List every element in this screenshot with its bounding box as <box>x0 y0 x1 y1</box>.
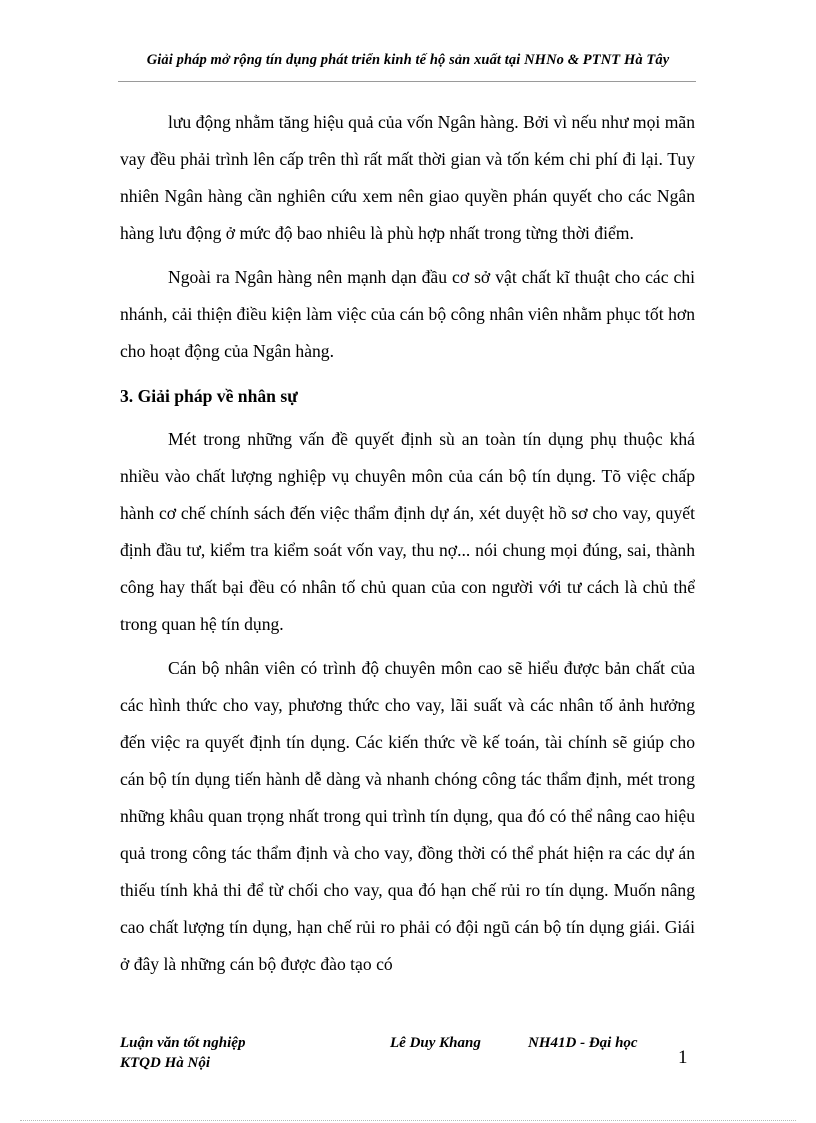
footer-author: Lê Duy Khang <box>390 1035 481 1051</box>
header-divider <box>118 81 696 82</box>
document-body <box>120 104 695 983</box>
footer-class: NH41D - Đại học <box>528 1035 638 1051</box>
page-bottom-border <box>20 1120 796 1121</box>
paragraph-3: Mét trong những vấn đề quyết định sù an toàn tín dụng phụ thuộc khá nhiều vào chất lượng nghiệp vụ chuyên môn của cán bộ tín dụng. Tõ việc chấp hành cơ chế chính sách đến việc thẩm định dự án, xét duyệt hồ sơ cho vay, quyết định đầu tư, kiểm tra kiểm soát vốn vay, thu nợ... nói chung mọi đúng, sai, thành công hay thất bại đều có nhân tố chủ quan của con người với tư cách là chủ thể trong quan hệ tín dụng. <box>120 429 695 634</box>
paragraph-1: lưu động nhằm tăng hiệu quả của vốn Ngân hàng. Bởi vì nếu như mọi mãn vay đều phải trình lên cấp trên thì rất mất thời gian và tốn kém chi phí đi lại. Tuy nhiên Ngân hàng cần nghiên cứu xem nên giao quyền phán quyết cho các Ngân hàng lưu động ở mức độ bao nhiêu là phù hợp nhất trong từng thời điểm. <box>120 112 695 243</box>
paragraph-2: Ngoài ra Ngân hàng nên mạnh dạn đầu cơ sở vật chất kĩ thuật cho các chi nhánh, cải thiện điều kiện làm việc của cán bộ công nhân viên nhằm phục tốt hơn cho hoạt động của Ngân hàng. <box>120 267 695 361</box>
footer-university: KTQD Hà Nội <box>120 1055 210 1071</box>
page-footer <box>120 1033 695 1077</box>
section-heading: 3. Giải pháp về nhân sự <box>120 386 298 406</box>
footer-thesis-label: Luận văn tốt nghiệp <box>120 1035 246 1051</box>
footer-thesis-info <box>120 1033 245 1073</box>
paragraph-4: Cán bộ nhân viên có trình độ chuyên môn cao sẽ hiểu được bản chất của các hình thức cho vay, phương thức cho vay, lãi suất và các nhân tố ảnh hưởng đến việc ra quyết định tín dụng. Các kiến thức về kế toán, tài chính sẽ giúp cho cán bộ tín dụng tiến hành dễ dàng và nhanh chóng công tác thẩm định, mét trong những khâu quan trọng nhất trong qui trình tín dụng, qua đó có thể nâng cao hiệu quả trong công tác thẩm định và cho vay, đồng thời có thể phát hiện ra các dự án thiếu tính khả thi để từ chối cho vay, qua đó hạn chế rủi ro tín dụng. Muốn nâng cao chất lượng tín dụng, hạn chế rủi ro phải có đội ngũ cán bộ tín dụng giái. Giái ở đây là những cán bộ được đào tạo có <box>120 658 695 974</box>
page-number: 1 <box>678 1047 688 1068</box>
page-header: Giải pháp mở rộng tín dụng phát triển kinh tế hộ sản xuất tại NHNo & PTNT Hà Tây <box>146 52 670 68</box>
